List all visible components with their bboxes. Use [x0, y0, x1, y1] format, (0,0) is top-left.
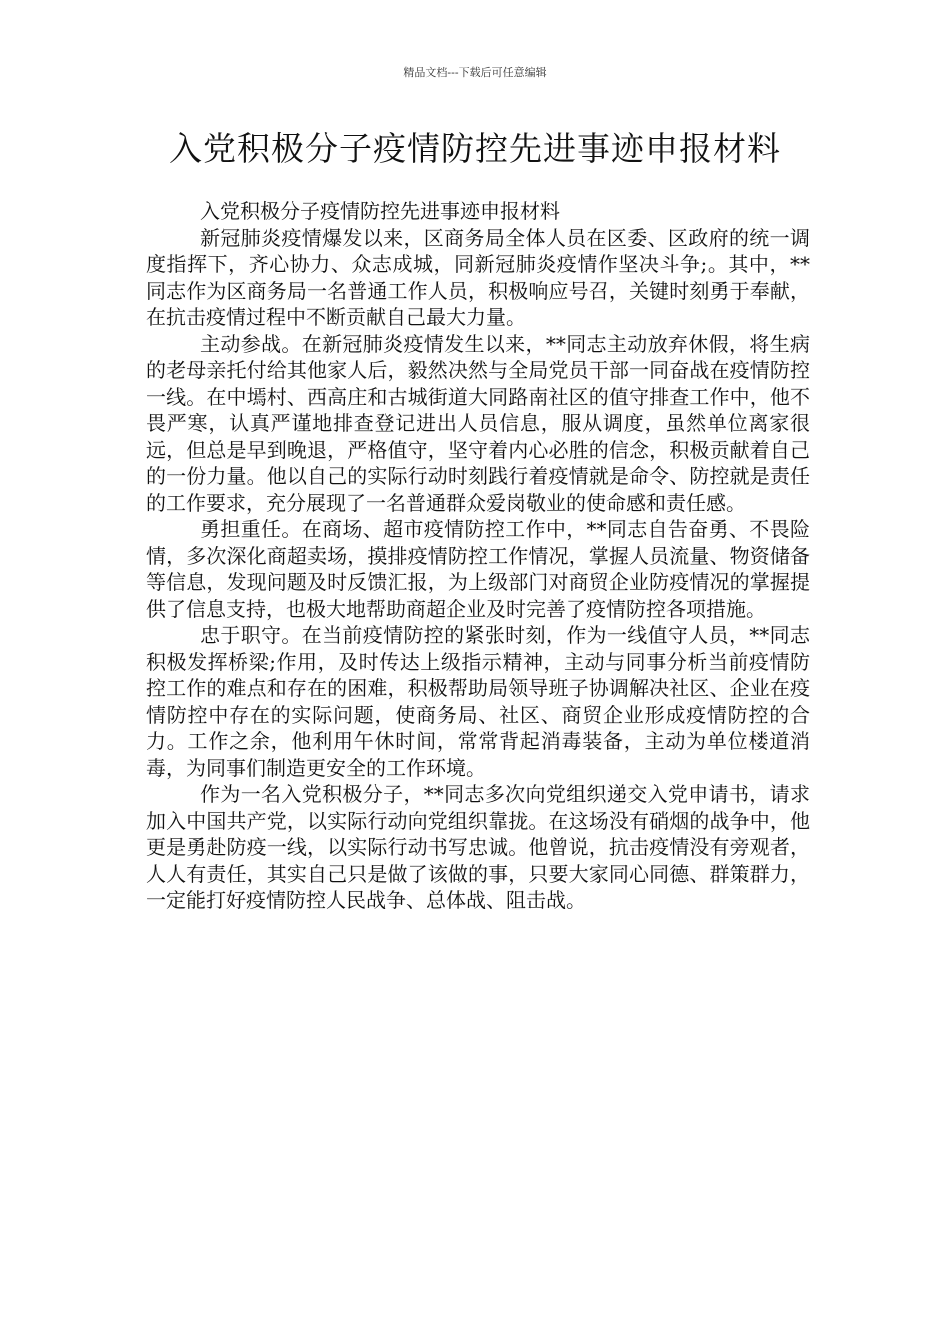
paragraph-conclusion: 作为一名入党积极分子，**同志多次向党组织递交入党申请书，请求加入中国共产党，以实际行动向党组织靠拢。在这场没有硝烟的战争中，他更是勇赴防疫一线，以实际行动书写忠诚。他曾说，抗击疫情没有旁观者，人人有责任，其实自己只是做了该做的事，只要大家同心同德、群策群力，一定能打好疫情防控人民战争、总体战、阻击战。	[146, 782, 810, 912]
paragraph-intro: 新冠肺炎疫情爆发以来，区商务局全体人员在区委、区政府的统一调度指挥下，齐心协力、众志成城，同新冠肺炎疫情作坚决斗争;。其中，**同志作为区商务局一名普通工作人员，积极响应号召，关键时刻勇于奉献，在抗击疫情过程中不断贡献自己最大力量。	[146, 225, 810, 329]
paragraph-loyal-to-duty: 忠于职守。在当前疫情防控的紧张时刻，作为一线值守人员，**同志积极发挥桥梁;作用，及时传达上级指示精神，主动与同事分析当前疫情防控工作的难点和存在的困难，积极帮助局领导班子协调解决社区、企业在疫情防控中存在的实际问题，使商务局、社区、商贸企业形成疫情防控的合力。工作之余，他利用午休时间，常常背起消毒装备，主动为单位楼道消毒，为同事们制造更安全的工作环境。	[146, 623, 810, 780]
paragraph-taking-responsibility: 勇担重任。在商场、超市疫情防控工作中，**同志自告奋勇、不畏险情，多次深化商超卖场，摸排疫情防控工作情况，掌握人员流量、物资储备等信息，发现问题及时反馈汇报，为上级部门对商贸企业防疫情况的掌握提供了信息支持，也极大地帮助商超企业及时完善了疫情防控各项措施。	[146, 517, 810, 621]
paragraph-active-participation: 主动参战。在新冠肺炎疫情发生以来，**同志主动放弃休假，将生病的老母亲托付给其他家人后，毅然决然与全局党员干部一同奋战在疫情防控一线。在中墕村、西高庄和古城街道大同路南社区的值守排查工作中，他不畏严寒，认真严谨地排查登记进出人员信息，服从调度，虽然单位离家很远，但总是早到晚退，严格值守，坚守着内心必胜的信念，积极贡献着自己的一份力量。他以自己的实际行动时刻践行着疫情就是命令、防控就是责任的工作要求，充分展现了一名普通群众爱岗敬业的使命感和责任感。	[146, 331, 810, 515]
paragraph-subtitle: 入党积极分子疫情防控先进事迹申报材料	[200, 199, 560, 223]
document-title: 入党积极分子疫情防控先进事迹申报材料	[169, 129, 781, 168]
page-header: 精品文档---下载后可任意编辑	[403, 66, 547, 79]
document-body	[146, 198, 810, 914]
